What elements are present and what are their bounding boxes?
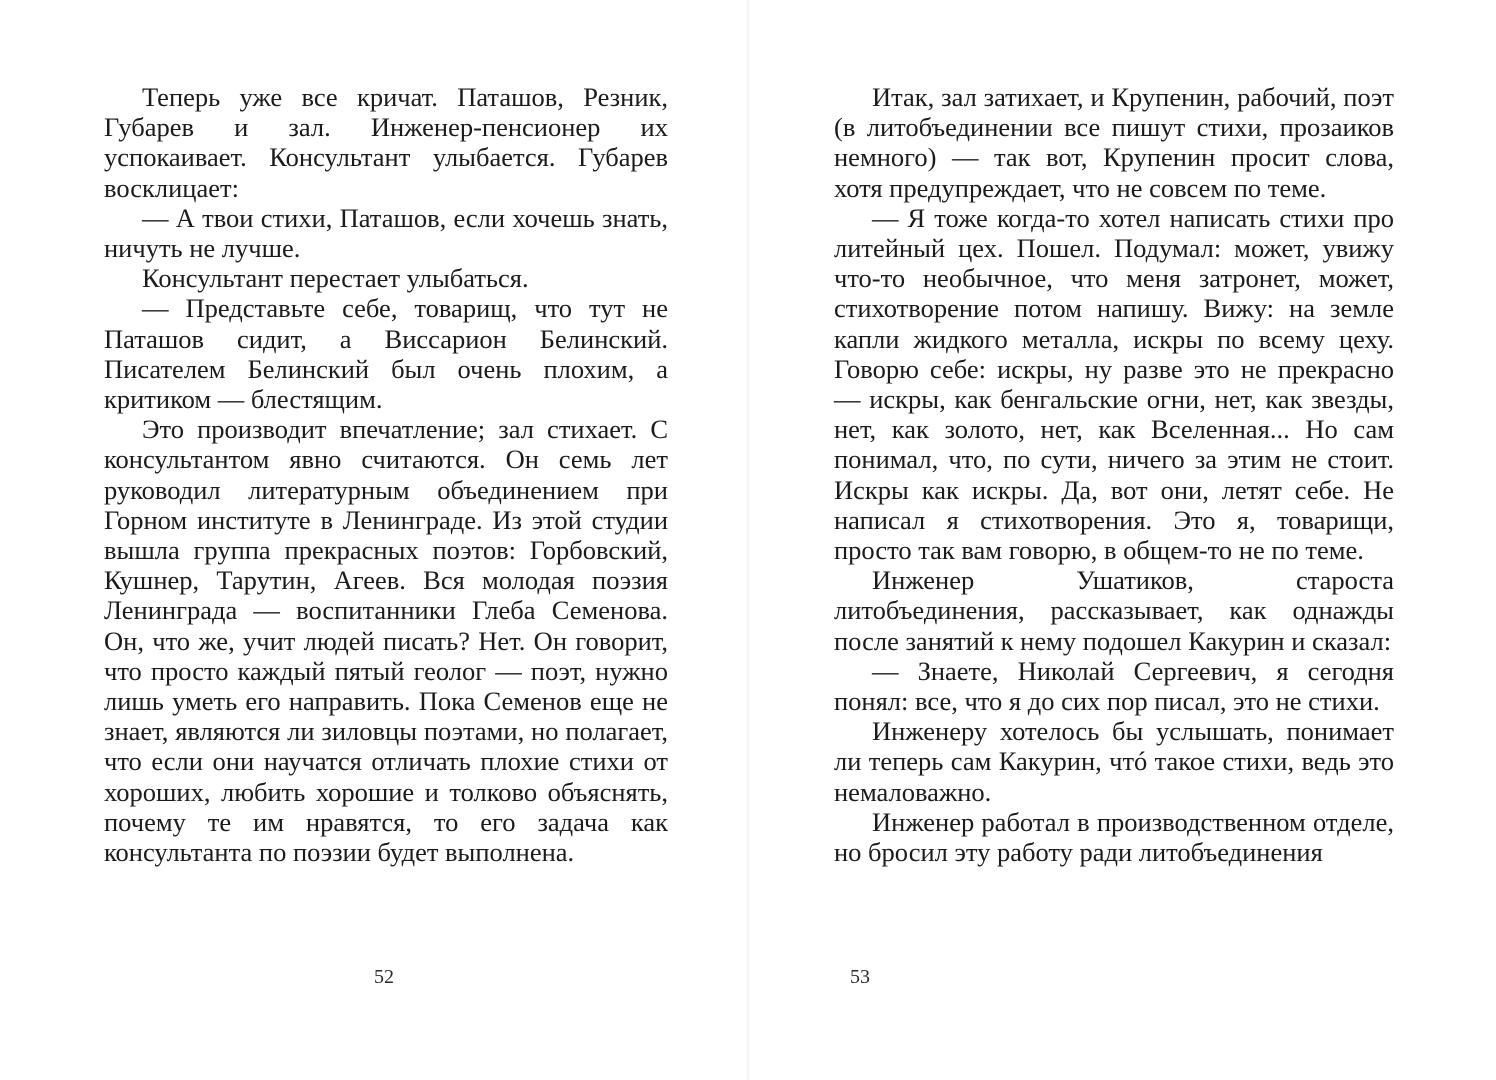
- paragraph: — А твои стихи, Паташов, если хочешь знать, ничуть не лучше.: [104, 202, 668, 264]
- paragraph: Инженер работал в производственном отделе, но бросил эту работу ради литобъединения: [834, 806, 1394, 868]
- right-page-text: [834, 82, 1394, 867]
- page-number-right: 53: [850, 966, 870, 988]
- paragraph: — Представьте себе, товарищ, что тут не Паташов сидит, а Виссарион Белинский. Писателем Белинский был очень плохим, а критиком — блестящим.: [104, 293, 668, 415]
- page-number-left: 52: [374, 966, 394, 988]
- paragraph: Консультант перестает улыбаться.: [142, 263, 529, 294]
- paragraph: Инженеру хотелось бы услышать, понимает ли теперь сам Какурин, чтó такое стихи, ведь это немаловажно.: [834, 716, 1394, 807]
- left-page-text: [104, 82, 668, 867]
- right-page: [748, 0, 1496, 1080]
- paragraph: Инженер Ушатиков, староста литобъединения, рассказывает, как однажды после занятий к нему подошел Какурин и сказал:: [834, 565, 1394, 656]
- paragraph: — Знаете, Николай Сергеевич, я сегодня понял: все, что я до сих пор писал, это не стихи.: [834, 655, 1394, 717]
- paragraph: Теперь уже все кричат. Паташов, Резник, Губарев и зал. Инженер-пенсионер их успокаивает. Консультант улыбается. Губарев восклицает:: [104, 82, 668, 203]
- paragraph: — Я тоже когда-то хотел написать стихи про литейный цех. Пошел. Подумал: может, увижу что-то необычное, что меня затронет, может, стихотворение потом напишу. Вижу: на земле капли жидкого металла, искры по всему цеху. Говорю себе: искры, ну разве это не прекрасно — искры, как бенгальские огни, нет, как звезды, нет, как золото, нет, как Вселенная... Но сам понимал, что, по сути, ничего за этим не стоит. Искры как искры. Да, вот они, летят себе. Не написал я стихотворения. Это я, товарищи, просто так вам говорю, в общем-то не по теме.: [834, 202, 1394, 566]
- paragraph: Это производит впечатление; зал стихает. С консультантом явно считаются. Он семь лет руководил литературным объединением при Горном институте в Ленинграде. Из этой студии вышла группа прекрасных поэтов: Горбовский, Кушнер, Тарутин, Агеев. Вся молодая поэзия Ленинграда — воспитанники Глеба Семенова. Он, что же, учит людей писать? Нет. Он говорит, что просто каждый пятый геолог — поэт, нужно лишь уметь его направить. Пока Семенов еще не знает, являются ли зиловцы поэтами, но полагает, что если они научатся отличать плохие стихи от хороших, любить хорошие и толково объяснять, почему те им нравятся, то его задача как консультанта по поэзии будет выполнена.: [104, 414, 668, 868]
- paragraph: Итак, зал затихает, и Крупенин, рабочий, поэт (в литобъединении все пишут стихи, прозаиков немного) — так вот, Крупенин просит слова, хотя предупреждает, что не совсем по теме.: [834, 82, 1394, 203]
